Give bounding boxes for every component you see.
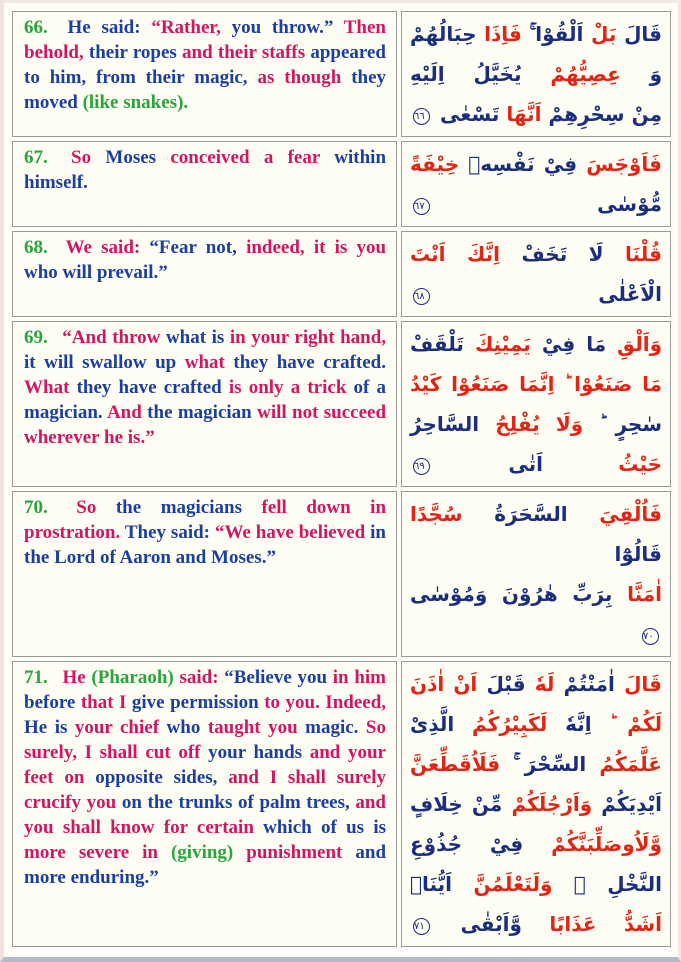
text-segment: وَاَرْجُلَكُمْ xyxy=(511,792,593,816)
text-segment: خِيْفَةً xyxy=(410,152,460,176)
text-segment: 71. xyxy=(24,667,48,688)
text-segment: الْاَعْلٰى xyxy=(598,282,662,306)
text-segment: تَسْعٰى xyxy=(440,102,500,126)
text-segment: “Fear not, xyxy=(149,237,237,258)
text-segment: fell down in prostration. xyxy=(24,497,387,543)
verse-row-69 xyxy=(12,321,671,487)
text-segment: وَلَتَعْلَمُنَّ xyxy=(473,872,553,896)
text-segment: الَّذِىْ xyxy=(410,712,455,736)
arabic-line xyxy=(410,744,662,784)
text-segment: to you. Indeed, xyxy=(264,692,387,713)
text-segment: اَيُّنَاۤ xyxy=(410,872,453,896)
text-segment: (giving) xyxy=(170,842,234,863)
arabic-verse-68 xyxy=(401,231,671,317)
text-segment: اٰمَنْتُمْ xyxy=(563,672,615,696)
text-segment: السِّحْرَ ۚ xyxy=(513,752,587,776)
english-translation-71 xyxy=(12,661,397,947)
arabic-line xyxy=(410,704,662,744)
text-segment: اَنَّهَا xyxy=(506,102,542,126)
text-segment: وَّاَبْقٰى xyxy=(460,912,522,936)
text-segment: in the Lord of Aaron and Moses.” xyxy=(24,522,386,568)
text-segment: وَلَا يُفْلِحُ xyxy=(495,412,584,436)
text-segment: they moved xyxy=(24,67,387,113)
arabic-verse-66 xyxy=(401,11,671,137)
verses-table xyxy=(8,7,675,951)
english-translation-66 xyxy=(12,11,397,137)
text-segment: وَاَلْقِ xyxy=(617,332,662,356)
arabic-verse-69 xyxy=(401,321,671,487)
text-segment: give permission xyxy=(131,692,259,713)
text-segment: within himself. xyxy=(24,147,387,193)
english-translation-68 xyxy=(12,231,397,317)
text-segment: فِيْ جُذُوْعِ xyxy=(410,832,524,856)
text-segment: magic. xyxy=(305,717,359,738)
english-translation-69 xyxy=(12,321,397,487)
text-segment: before xyxy=(24,692,76,713)
verse-end-marker: ٧١ xyxy=(413,918,430,935)
arabic-line xyxy=(410,14,662,54)
text-segment: قَالَ xyxy=(624,22,663,46)
text-segment: They said: xyxy=(124,522,211,543)
text-segment: in your right hand, xyxy=(229,327,387,348)
text-segment: قُلْنَا xyxy=(625,242,662,266)
arabic-verse-70 xyxy=(401,491,671,657)
text-segment: on the trunks of palm trees, xyxy=(121,792,350,813)
text-segment: وَّلَاُوصَلِّبَنَّكُمْ xyxy=(551,832,662,856)
arabic-verse-71 xyxy=(401,661,671,947)
text-segment: it will swallow up xyxy=(24,352,177,373)
text-segment: your chief xyxy=(74,717,160,738)
text-segment: of a magician. xyxy=(24,377,387,423)
text-segment: and I shall surely crucify you xyxy=(24,767,387,813)
text-segment: اِنَّكَ اَنْتَ xyxy=(410,242,500,266)
text-segment: conceived a fear xyxy=(170,147,320,168)
text-segment: مَا صَنَعُوْا ؕ xyxy=(564,372,663,396)
english-translation-67 xyxy=(12,141,397,227)
text-segment: سٰحِرٍ ؕ xyxy=(599,412,662,436)
text-segment: فَاَوْجَسَ xyxy=(586,152,662,176)
text-segment: عِصِيُّهُمْ xyxy=(550,62,621,86)
text-segment: they have crafted. xyxy=(233,352,386,373)
text-segment: and your feet on xyxy=(24,742,386,788)
text-segment: تَلْقَفْ xyxy=(410,332,464,356)
text-segment: who xyxy=(166,717,201,738)
text-segment: What xyxy=(24,377,70,398)
text-segment: قَالُوْٓا xyxy=(614,542,662,566)
verse-row-67 xyxy=(12,141,671,227)
text-segment: (Pharaoh) xyxy=(91,667,174,688)
arabic-line xyxy=(410,144,662,224)
text-segment: what xyxy=(184,352,225,373)
text-segment: their ropes xyxy=(88,42,177,63)
text-segment: قَالَ xyxy=(624,672,663,696)
text-segment: He xyxy=(62,667,86,688)
arabic-line xyxy=(410,904,662,944)
text-segment: what is xyxy=(165,327,225,348)
text-segment: and their staffs xyxy=(182,42,306,63)
text-segment: النَّخْلِ ۚ xyxy=(573,872,662,896)
arabic-line xyxy=(410,574,662,654)
text-segment: We said: xyxy=(65,237,141,258)
verse-row-66 xyxy=(12,11,671,137)
text-segment: opposite sides, xyxy=(95,767,218,788)
text-segment: اَشَدُّ عَذَابًا xyxy=(549,912,662,936)
text-segment: which of us is xyxy=(263,817,386,838)
text-segment: and more enduring.” xyxy=(24,842,387,888)
text-segment: your hands xyxy=(208,742,303,763)
text-segment: لَكَبِيْرُكُمُ xyxy=(472,712,548,736)
text-segment: وَ xyxy=(649,62,663,86)
verse-row-68 xyxy=(12,231,671,317)
text-segment: اَتٰى xyxy=(508,452,543,476)
arabic-line xyxy=(410,54,662,94)
arabic-line xyxy=(410,494,662,574)
text-segment: that I xyxy=(80,692,127,713)
text-segment: حَيْثُ xyxy=(618,452,663,476)
text-segment: اَنْ اٰذَنَ xyxy=(410,672,478,696)
text-segment: He said: xyxy=(67,17,141,38)
text-segment: مَا فِيْ xyxy=(541,332,607,356)
text-segment: He is xyxy=(24,717,68,738)
text-segment: فَاُلْقِيَ xyxy=(599,502,663,526)
text-segment: 70. xyxy=(24,497,48,518)
arabic-line xyxy=(410,664,662,704)
text-segment: صَنَعُوْا كَيْدُ xyxy=(410,372,510,396)
arabic-line xyxy=(410,324,662,364)
verse-row-70 xyxy=(12,491,671,657)
arabic-verse-67 xyxy=(401,141,671,227)
text-segment: “And throw xyxy=(62,327,161,348)
text-segment: the magicians xyxy=(115,497,242,518)
text-segment: you throw.” xyxy=(231,17,334,38)
text-segment: السَّاحِرُ xyxy=(410,412,480,436)
text-segment: مُّوْسٰى xyxy=(597,192,662,216)
text-segment: they have crafted xyxy=(76,377,222,398)
text-segment: 69. xyxy=(24,327,48,348)
text-segment: And xyxy=(106,402,142,423)
text-segment: حِبَالُهُمْ xyxy=(410,22,477,46)
text-segment: السَّحَرَةُ xyxy=(494,502,568,526)
text-segment: “Rather, xyxy=(151,17,221,38)
text-segment: بِرَبِّ هٰرُوْنَ وَمُوْسٰى xyxy=(410,582,613,606)
arabic-line xyxy=(410,784,662,824)
text-segment: اِنَّمَا xyxy=(519,372,555,396)
text-segment: punishment xyxy=(246,842,343,863)
text-segment: 67. xyxy=(24,147,48,168)
text-segment: Then behold, xyxy=(24,17,386,63)
text-segment: said: xyxy=(179,667,219,688)
text-segment: Moses xyxy=(105,147,157,168)
text-segment: is only a trick xyxy=(228,377,347,398)
arabic-line xyxy=(410,824,662,864)
text-segment: اِنَّهٗ xyxy=(565,712,592,736)
text-segment: لَهٗ xyxy=(534,672,555,696)
text-segment: عَلَّمَكُمُ xyxy=(599,752,662,776)
arabic-line xyxy=(410,94,662,134)
text-segment: taught you xyxy=(207,717,298,738)
text-segment: (like snakes). xyxy=(82,92,189,113)
text-segment: بَلْ xyxy=(591,22,617,46)
arabic-line xyxy=(410,864,662,904)
text-segment: فَلَاُقَطِّعَنَّ xyxy=(410,752,501,776)
text-segment: So surely, I shall cut off xyxy=(24,717,386,763)
text-segment: who will prevail.” xyxy=(24,262,168,283)
text-segment: 66. xyxy=(24,17,48,38)
text-segment: اِلَيْهِ xyxy=(410,62,445,86)
arabic-line xyxy=(410,404,662,484)
text-segment: “We have believed xyxy=(214,522,366,543)
text-segment: لَكُمْ ؕ xyxy=(609,712,662,736)
text-segment: and you shall know for certain xyxy=(24,792,386,838)
text-segment: the magician xyxy=(147,402,252,423)
arabic-line xyxy=(410,364,662,404)
text-segment: يُخَيَّلُ xyxy=(473,62,522,86)
text-segment: اَلْقُوْا ۚ xyxy=(529,22,584,46)
text-segment: سُجَّدًا xyxy=(410,502,463,526)
verse-end-marker: ٦٨ xyxy=(413,288,430,305)
text-segment: فِيْ نَفْسِهٖ xyxy=(468,152,578,176)
verse-end-marker: ٦٩ xyxy=(413,458,430,475)
text-segment: So xyxy=(71,147,92,168)
text-segment: “Believe you xyxy=(224,667,328,688)
text-segment: اَيْدِيَكُمْ xyxy=(601,792,662,816)
text-segment: 68. xyxy=(24,237,48,258)
text-segment: appeared to him, from their magic, xyxy=(24,42,387,88)
verse-end-marker: ٦٦ xyxy=(413,108,430,125)
text-segment: So xyxy=(76,497,97,518)
text-segment: اٰمَنَّا xyxy=(627,582,662,606)
verse-row-71 xyxy=(12,661,671,947)
text-segment: قَبْلَ xyxy=(486,672,526,696)
text-segment: as though xyxy=(257,67,342,88)
text-segment: more severe in xyxy=(24,842,158,863)
english-translation-70 xyxy=(12,491,397,657)
text-segment: يَمِيْنِكَ xyxy=(474,332,531,356)
verse-end-marker: ٧٠ xyxy=(642,628,659,645)
verse-end-marker: ٦٧ xyxy=(413,198,430,215)
text-segment: مِّنْ خِلَافٍ xyxy=(410,792,503,816)
text-segment: لَا تَخَفْ xyxy=(521,242,604,266)
text-segment: فَاِذَا xyxy=(484,22,522,46)
text-segment: مِنْ سِحْرِهِمْ xyxy=(548,102,662,126)
arabic-line xyxy=(410,234,662,314)
text-segment: in him xyxy=(332,667,387,688)
text-segment: will not succeed wherever he is.” xyxy=(24,402,387,448)
text-segment: indeed, it is you xyxy=(246,237,387,258)
